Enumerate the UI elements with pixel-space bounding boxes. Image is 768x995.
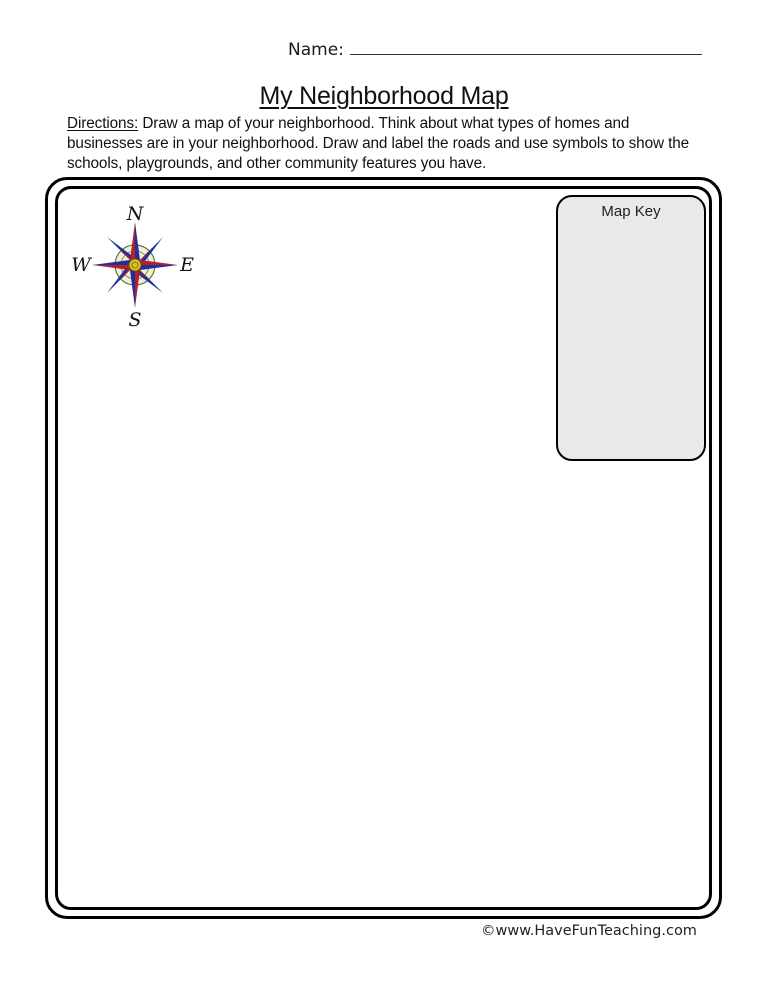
copyright-footer: ©www.HaveFunTeaching.com [481, 923, 697, 939]
directions-label: Directions: [67, 115, 139, 132]
compass-east-label: E [180, 254, 194, 276]
name-label: Name: [288, 40, 344, 60]
map-key-title: Map Key [601, 203, 661, 220]
name-blank-line[interactable] [350, 40, 702, 55]
directions-text: Draw a map of your neighborhood. Think about what types of homes and businesses are in your neighborhood. Draw and label the roads and use symbols to show the schools, playgrounds, and other community features you have. [67, 115, 690, 172]
compass-south-label: S [128, 309, 142, 331]
name-field[interactable] [288, 40, 702, 60]
compass-rose-icon [70, 200, 200, 332]
map-key-box[interactable] [556, 195, 706, 461]
compass-west-label: W [71, 254, 91, 276]
directions-paragraph [67, 114, 707, 174]
compass-north-label: N [126, 203, 144, 225]
worksheet-title: My Neighborhood Map [259, 82, 509, 110]
